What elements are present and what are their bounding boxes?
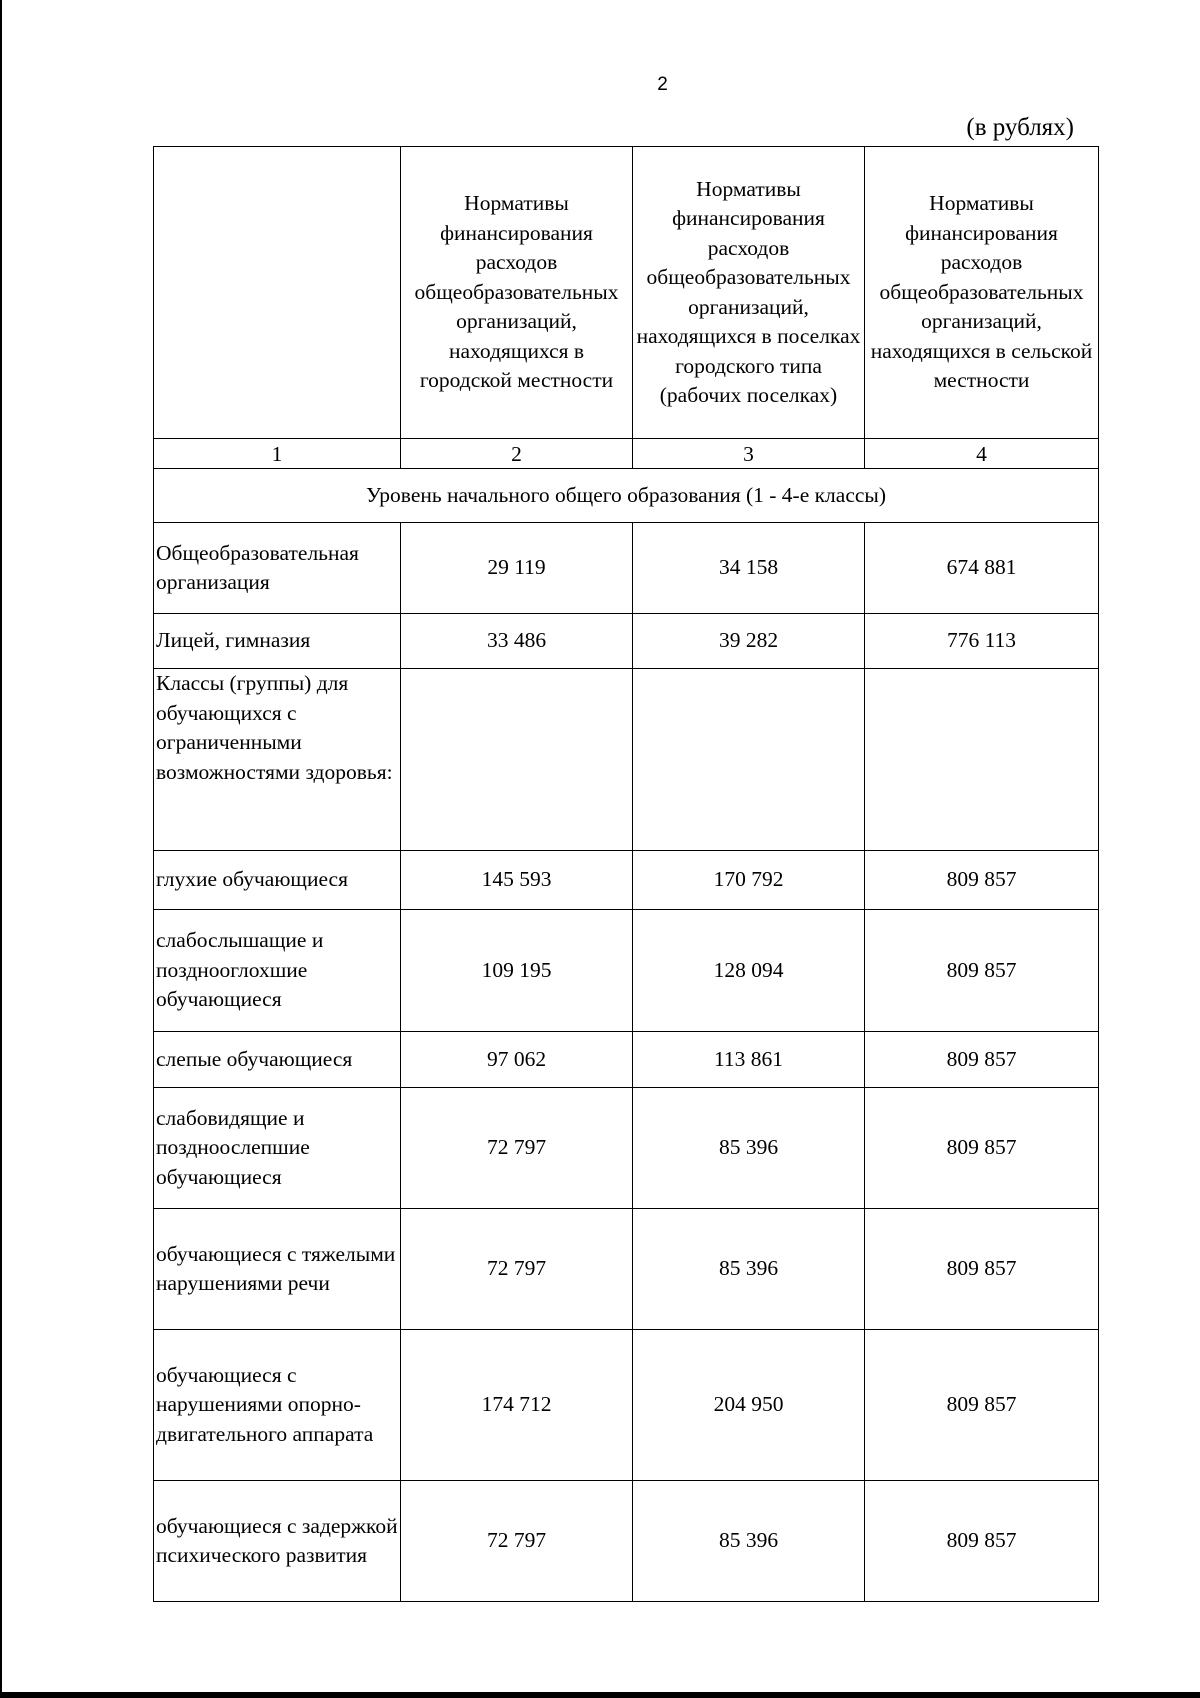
column-number: 3: [633, 439, 865, 469]
value-rural: 776 113: [865, 614, 1099, 669]
column-number-row: [154, 439, 1099, 469]
value-rural: 809 857: [865, 1088, 1099, 1209]
value-settlement: [633, 669, 865, 851]
header-cell-urban: Нормативы финансирования расходов общеобразовательных организаций, находящихся в городской местности: [401, 147, 633, 439]
value-rural: [865, 669, 1099, 851]
header-cell-settlement: Нормативы финансирования расходов общеобразовательных организаций, находящихся в поселках городского типа (рабочих поселках): [633, 147, 865, 439]
row-label: слепые обучающиеся: [154, 1032, 401, 1088]
value-urban: 145 593: [401, 851, 633, 910]
scan-left-edge: [0, 0, 2, 1698]
value-urban: 29 119: [401, 523, 633, 614]
table-row: [154, 851, 1099, 910]
table-row: [154, 669, 1099, 851]
value-rural: 809 857: [865, 851, 1099, 910]
value-rural: 809 857: [865, 1481, 1099, 1602]
row-label: Общеобразовательная организация: [154, 523, 401, 614]
section-row: [154, 469, 1099, 523]
row-label: Классы (группы) для обучающихся с ограниченными возможностями здоровья:: [154, 669, 401, 851]
value-urban: 72 797: [401, 1209, 633, 1330]
row-label: обучающиеся с нарушениями опорно-двигательного аппарата: [154, 1330, 401, 1481]
table-row: [154, 1481, 1099, 1602]
value-settlement: 128 094: [633, 910, 865, 1032]
value-urban: 33 486: [401, 614, 633, 669]
table-row: [154, 1209, 1099, 1330]
page-number: 2: [657, 74, 668, 95]
value-rural: 809 857: [865, 1032, 1099, 1088]
header-cell-1: [154, 147, 401, 439]
value-rural: 809 857: [865, 1330, 1099, 1481]
value-settlement: 204 950: [633, 1330, 865, 1481]
value-settlement: 85 396: [633, 1088, 865, 1209]
column-number: 1: [154, 439, 401, 469]
value-rural: 809 857: [865, 1209, 1099, 1330]
section-title: Уровень начального общего образования (1 - 4-е классы): [154, 469, 1099, 523]
value-settlement: 39 282: [633, 614, 865, 669]
value-settlement: 113 861: [633, 1032, 865, 1088]
row-label: глухие обучающиеся: [154, 851, 401, 910]
table-row: [154, 523, 1099, 614]
value-urban: 72 797: [401, 1481, 633, 1602]
row-label: обучающиеся с задержкой психического развития: [154, 1481, 401, 1602]
value-urban: 174 712: [401, 1330, 633, 1481]
table-row: [154, 1032, 1099, 1088]
financing-norms-table: [153, 146, 1099, 1602]
row-label: Лицей, гимназия: [154, 614, 401, 669]
row-label: слабовидящие и поздноослепшие обучающиеся: [154, 1088, 401, 1209]
units-note: (в рублях): [966, 114, 1074, 141]
table-row: [154, 1088, 1099, 1209]
table-row: [154, 614, 1099, 669]
value-rural: 809 857: [865, 910, 1099, 1032]
value-urban: 72 797: [401, 1088, 633, 1209]
value-urban: 97 062: [401, 1032, 633, 1088]
value-rural: 674 881: [865, 523, 1099, 614]
column-number: 4: [865, 439, 1099, 469]
row-label: слабослышащие и позднооглохшие обучающиеся: [154, 910, 401, 1032]
value-settlement: 170 792: [633, 851, 865, 910]
column-number: 2: [401, 439, 633, 469]
row-label: обучающиеся с тяжелыми нарушениями речи: [154, 1209, 401, 1330]
value-settlement: 85 396: [633, 1481, 865, 1602]
table-row: [154, 910, 1099, 1032]
table-row: [154, 1330, 1099, 1481]
value-settlement: 85 396: [633, 1209, 865, 1330]
value-settlement: 34 158: [633, 523, 865, 614]
scan-bottom-edge: [0, 1692, 1200, 1698]
value-urban: [401, 669, 633, 851]
header-cell-rural: Нормативы финансирования расходов общеобразовательных организаций, находящихся в сельской местности: [865, 147, 1099, 439]
table-header-row: [154, 147, 1099, 439]
value-urban: 109 195: [401, 910, 633, 1032]
